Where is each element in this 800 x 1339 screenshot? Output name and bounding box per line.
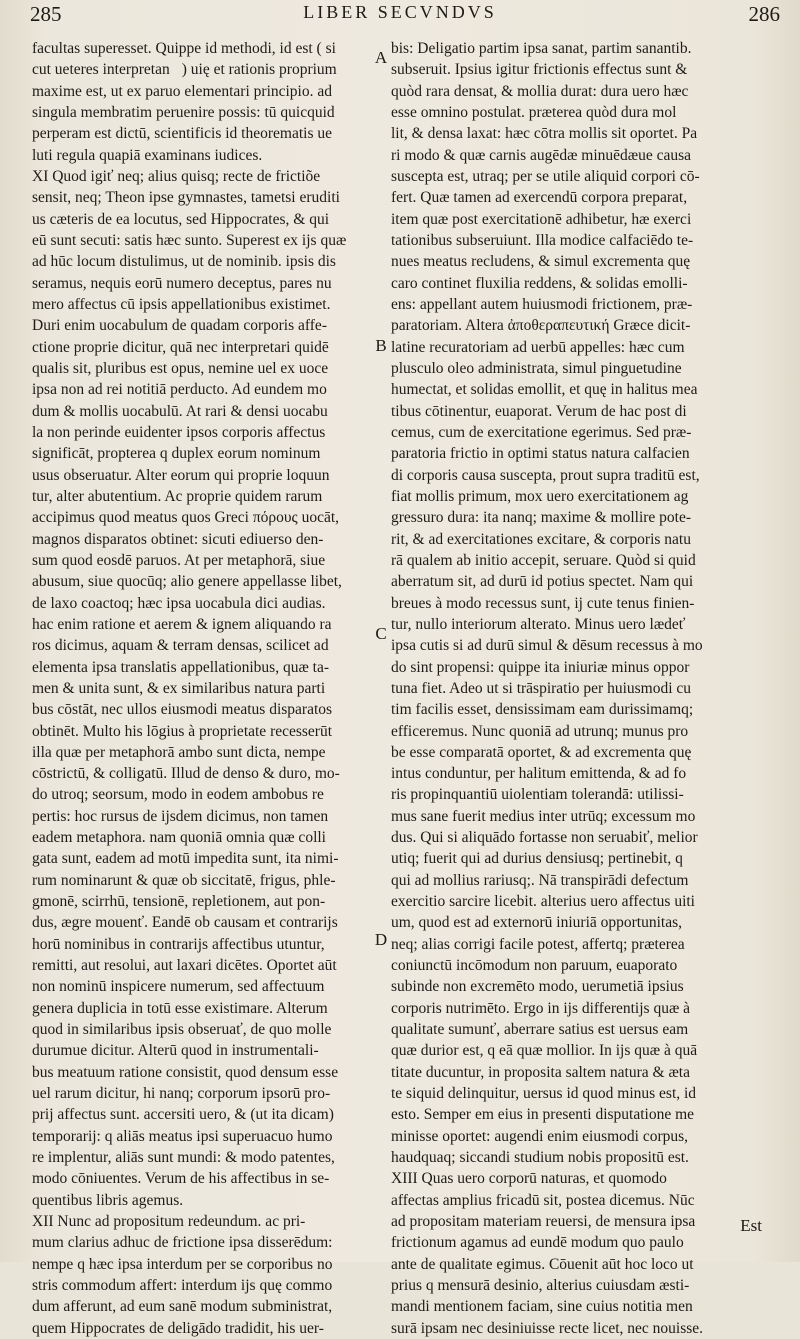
text-line: rit, & ad exercitationes excitare, & corporis natu <box>391 530 691 548</box>
text-line: tibus cōtinentur, euaporat. Verum de hac post di <box>391 402 687 420</box>
text-line: cut ueteres interpretanᷤ) uię et rationis proprium <box>32 61 337 79</box>
text-line: dum afferunt, ad eum sanē modum subministrat, <box>32 1298 333 1316</box>
text-line: esto. Semper em eius in presenti disputatione me <box>391 1106 695 1124</box>
text-line: facultas superesset. Quippe id methodi, id est ( si <box>32 40 336 57</box>
text-line: genera duplicia in totū esse existimare. Alterum <box>32 999 328 1017</box>
text-line: exercitio sarcire licebit. alterius uero affectus uiti <box>391 893 695 911</box>
text-line: ipsa non ad rei notitiā perducto. Ad eundem mo <box>32 381 327 399</box>
text-line: breues à modo recessus sunt, ij cute tenus finien- <box>391 594 695 612</box>
text-line: cemus, cum de exercitatione egerimus. Sed præ- <box>391 423 692 441</box>
text-line: di corporis causa suscepta, prout supra traditū est, <box>391 466 700 484</box>
text-line: surā ipsam nec desiniuisse recte licet, nec nouisse. <box>391 1319 704 1337</box>
text-line: XI Quod igiť neq; alius quisq; recte de frictiõe <box>32 167 321 185</box>
text-line: perperam est dictū, scientificis id theorematis ue <box>32 125 332 143</box>
text-line: efficeremus. Nunc quoniā ad utrunq; munus pro <box>391 722 689 740</box>
page-number-left: 285 <box>30 2 62 26</box>
text-line: do sint propensi: quippe ita iniuriæ minus oppor <box>391 658 690 676</box>
text-line: re implentur, aliās sunt mundi: & modo patentes, <box>32 1149 335 1167</box>
text-line: plusculo oleo administrata, simul pinguetudine <box>391 359 682 377</box>
text-line: rā qualem ab initio accepit, seruare. Quòd si quid <box>391 551 696 569</box>
text-line: tim facilis esset, densissimam eam durissimamq; <box>391 701 694 719</box>
text-line: XIII Quas uero corporū naturas, et quomodo <box>391 1170 667 1188</box>
text-line: fiat mollis primum, mox uero exercitationem ag <box>391 487 689 505</box>
text-line: ctione proprie dicitur, quā nec interpretari quidē <box>32 338 329 356</box>
text-line: quæ durior est, q eā quæ mollior. In ijs quæ à quā <box>391 1042 698 1060</box>
text-line: bus cōstāt, nec ullos eiusmodi meatus disparatos <box>32 701 333 719</box>
text-line: obtinēt. Multo his lōgius à proprietate recesserūt <box>32 722 333 740</box>
text-line: de laxo coactoq; hæc ipsa uocabula dici audias. <box>32 594 326 612</box>
text-line: modo cōniuentes. Verum de his affectibus in se- <box>32 1170 330 1188</box>
text-line: uel rarum dicitur, hi nanq; corporum ipsorū pro- <box>32 1085 331 1103</box>
text-line: eū sunt secuti: satis hæc sunto. Superest ex ijs quæ <box>32 231 347 249</box>
text-line: prij affectus sunt. accersiti uero, & (ut ita dicam) <box>32 1106 334 1124</box>
margin-letter-a: A <box>374 48 388 67</box>
text-line: gata sunt, eadem ad motū impedita sunt, ita nimi- <box>32 850 339 868</box>
text-line: ris propinquantiū uiolentiam tolerandā: utilissi- <box>391 786 684 804</box>
text-line: corporis nutrimēto. Ergo in ijs differentijs quæ à <box>391 999 691 1017</box>
text-line: dus, ægre mouenť. Eandē ob causam et contrarijs <box>32 914 338 932</box>
text-line: XII Nunc ad propositum redeundum. ac pri- <box>32 1213 306 1231</box>
page-number-right: 286 <box>748 2 780 26</box>
text-line: fert. Quæ tamen ad exercendū corpora preparat, <box>391 189 688 207</box>
text-line: mus sane fuerit medius inter utrūq; excessum mo <box>391 807 696 825</box>
text-line: stris commodum affert: interdum ijs quę commo <box>32 1277 333 1295</box>
text-line: ipsa cutis si ad durū simul & dēsum recessus à mo <box>391 637 703 655</box>
text-line: item quæ post exercitationē adhibetur, hæ exerci <box>391 210 692 228</box>
text-line: dus. Qui si aliquādo fortasse non seruabiť, melior <box>391 829 698 847</box>
text-line: ad hūc locum distulimus, ut de nominib. ipsis dis <box>32 253 336 271</box>
text-line: minisse oportet: augendi enim eiusmodi corpus, <box>391 1127 689 1145</box>
text-line: do utroq; seorsum, modo in eodem ambobus re <box>32 786 324 804</box>
text-line: intus conduntur, per halitum emittenda, & ad fo <box>391 765 687 783</box>
text-line: subinde non excremēto modo, uerumetiā ipsius <box>391 978 684 996</box>
text-line: tationibus subseruiunt. Illa modice calfaciēdo te- <box>391 231 694 249</box>
text-line: ad propositam materiam reuersi, de mensura ipsa <box>391 1213 696 1231</box>
text-line: horū nominibus in contrarijs affectibus utuntur, <box>32 935 325 953</box>
text-line: latine recuratoriam ad uerbū appelles: hæc cum <box>391 338 685 356</box>
catchword: Est <box>740 1216 762 1235</box>
text-line: magnos disparatos obtinet: sicuti ediuerso den- <box>32 530 324 548</box>
text-line: nues meatus recludens, & simul excrementa quę <box>391 253 691 271</box>
text-line: significāt, propterea q duplex eorum nominum <box>32 445 321 463</box>
text-line: mandi mentionem faciam, sine cuius notitia men <box>391 1298 693 1316</box>
text-line: eadem metaphora. nam quoniā omnia quæ colli <box>32 829 326 847</box>
text-line: bis: Deligatio partim ipsa sanat, partim sanantib. <box>391 40 692 57</box>
text-line: elementa ipsa translatis appellationibus, quæ ta- <box>32 658 330 676</box>
text-line: paratoriam. Altera ἀποθεραπευτική Græce dicit- <box>391 317 691 335</box>
text-line: tur, alter abutentium. Ac proprie quidem rarum <box>32 487 323 505</box>
text-line: prius q mensurā desinio, alterius cuiusdam æsti- <box>391 1277 690 1295</box>
text-line: qualitate sumunť, aberrare satius est uersus eam <box>391 1021 689 1039</box>
margin-letter-d: D <box>374 930 388 949</box>
text-line: be esse comparatā oportet, & ad excrementa quę <box>391 743 692 761</box>
text-line: remitti, aut resolui, aut laxari dicētes. Oportet aūt <box>32 957 337 975</box>
text-line: suscepta est, utraq; per se utile aliquid corpori cō- <box>391 167 700 185</box>
text-line: temporarij: q aliās meatus ipsi superuacuo humo <box>32 1127 333 1145</box>
text-line: rum nominarunt & quæ ob siccitatē, frigus, phle- <box>32 871 336 889</box>
text-line: qui ad mollius rariusq;. Nā transpirādi defectum <box>391 871 689 889</box>
text-line: esse omnino postulat. præterea quòd dura mol <box>391 103 677 121</box>
text-line: sensit, neq; Theon ipse gymnastes, tametsi eruditi <box>32 189 340 207</box>
text-line: neq; alias corrigi facile potest, affertq; præterea <box>391 935 685 953</box>
text-line: mum clarius adhuc de frictione ipsa disserēdum: <box>32 1234 333 1252</box>
text-line: mero affectus cū ipsis appellationibus existimet. <box>32 295 331 313</box>
text-line: non nominū inspicere numerum, sed affectuum <box>32 978 325 996</box>
text-line: seramus, nequis eorū numero deceptus, pares nu <box>32 274 332 292</box>
text-line: lit, & densa laxat: hæc cōtra mollis sit oportet. Pa <box>391 125 698 143</box>
text-line: quod in similaribus ipsis obseruať, de quo molle <box>32 1021 332 1039</box>
text-line: tuna fiet. Adeo ut si trāspiratio per huiusmodi cu <box>391 679 692 697</box>
text-line: pertis: hoc rursus de ijsdem dicimus, non tamen <box>32 807 329 825</box>
text-line: la non perinde euidenter ipsos corporis affectus <box>32 423 326 441</box>
text-line: affectas amplius fricadū sit, postea dicemus. Nūc <box>391 1191 695 1209</box>
text-line: bus meatuum ratione consistit, quod densum esse <box>32 1063 339 1081</box>
text-line: qualis sit, pluribus est opus, nemine uel ex uoce <box>32 359 329 377</box>
text-line: coniunctū incōmodum non paruum, euaporato <box>391 957 678 975</box>
text-line: men & unita sunt, & ex similaribus natura parti <box>32 679 326 697</box>
margin-letter-gutter <box>372 38 390 1238</box>
text-line: ens: appellant autem huiusmodi frictionem, præ- <box>391 295 693 313</box>
text-line: um, quod est ad externorū iniuriā opportunitas, <box>391 914 682 932</box>
right-text-column <box>391 38 767 1337</box>
text-line: gmonē, scirrhū, tensionē, repletionem, aut pon- <box>32 893 326 911</box>
text-line: ante de qualitate egimus. Cōuenit aūt hoc loco ut <box>391 1255 694 1273</box>
text-line: hac enim ratione et aerem & ignem aliquando ra <box>32 615 332 633</box>
text-line: quòd rara densat, & mollia durat: dura uero hæc <box>391 82 689 100</box>
text-line: quentibus libris agemus. <box>32 1191 184 1209</box>
page-header <box>0 2 800 26</box>
running-title: LIBER SECVNDVS <box>303 2 497 22</box>
text-line: us cæteris de ea locutus, sed Hippocrates, & qui <box>32 210 330 228</box>
margin-letter-c: C <box>375 624 387 643</box>
text-line: ros dicimus, aquam & terram densas, scilicet ad <box>32 637 329 655</box>
text-line: titate ducuntur, in proposita saltem natura & æta <box>391 1063 690 1081</box>
text-line: dum & mollis uocabulū. At rari & densi uocabu <box>32 402 328 420</box>
text-line: singula membratim peruenire possis: tū quicquid <box>32 103 335 121</box>
text-line: durumue dicitur. Alterū quod in instrumentali- <box>32 1042 319 1060</box>
text-line: ri modo & quæ carnis augēdæ minuēdæue causa <box>391 146 692 164</box>
text-line: quem Hippocrates de deligādo tradidit, his uer- <box>32 1319 324 1337</box>
text-line: maxime est, ut ex paruo elementari principio. ad <box>32 82 332 100</box>
text-line: sum quod eosdē paruos. At per metaphorā, siue <box>32 551 326 569</box>
text-line: utiq; fuerit qui ad durius densiusq; pertinebit, q <box>391 850 683 868</box>
text-line: nempe q hæc ipsa interdum per se corporibus no <box>32 1255 333 1273</box>
text-line: accipimus quod meatus quos Greci πόρους uocāt, <box>32 509 340 527</box>
text-line: usus obseruatur. Alter eorum qui proprie loquun <box>32 466 330 484</box>
text-line: aberratum sit, ad durū id potius spectet. Nam qui <box>391 573 694 591</box>
text-line: te siquid delinquitur, uersus id quod minus est, id <box>391 1085 697 1103</box>
margin-letter-b: B <box>375 336 387 355</box>
text-line: tur, nullo interiorum alterato. Minus uero lædeť <box>391 615 686 633</box>
text-line: illa quæ per metaphorā ambo sunt dicta, nempe <box>32 743 326 761</box>
text-line: paratoria frictio in optimi status natura calfacien <box>391 445 690 463</box>
text-line: abusum, siue quocūq; alio genere appellasse libet, <box>32 573 342 591</box>
text-line: gressuro dura: ita nanq; maxime & mollire pote- <box>391 509 692 527</box>
text-line: haudquaq; siccandi studium nobis propositū est. <box>391 1149 689 1167</box>
text-line: subseruit. Ipsius igitur frictionis effectus sunt & <box>391 61 688 79</box>
text-line: humectat, et solidas emollit, et quę in halitus mea <box>391 381 698 399</box>
text-line: Duri enim uocabulum de quadam corporis affe- <box>32 317 327 335</box>
text-line: frictionum agamus ad eundē modum quo paulo <box>391 1234 684 1252</box>
text-line: cōstrictū, & colligatū. Illud de denso & duro, mo- <box>32 765 340 783</box>
text-line: caro continet fluxilia reddens, & solidas emolli- <box>391 274 688 292</box>
text-line: luti regula quapiā examinans iudices. <box>32 146 263 164</box>
left-text-column <box>32 38 367 1337</box>
